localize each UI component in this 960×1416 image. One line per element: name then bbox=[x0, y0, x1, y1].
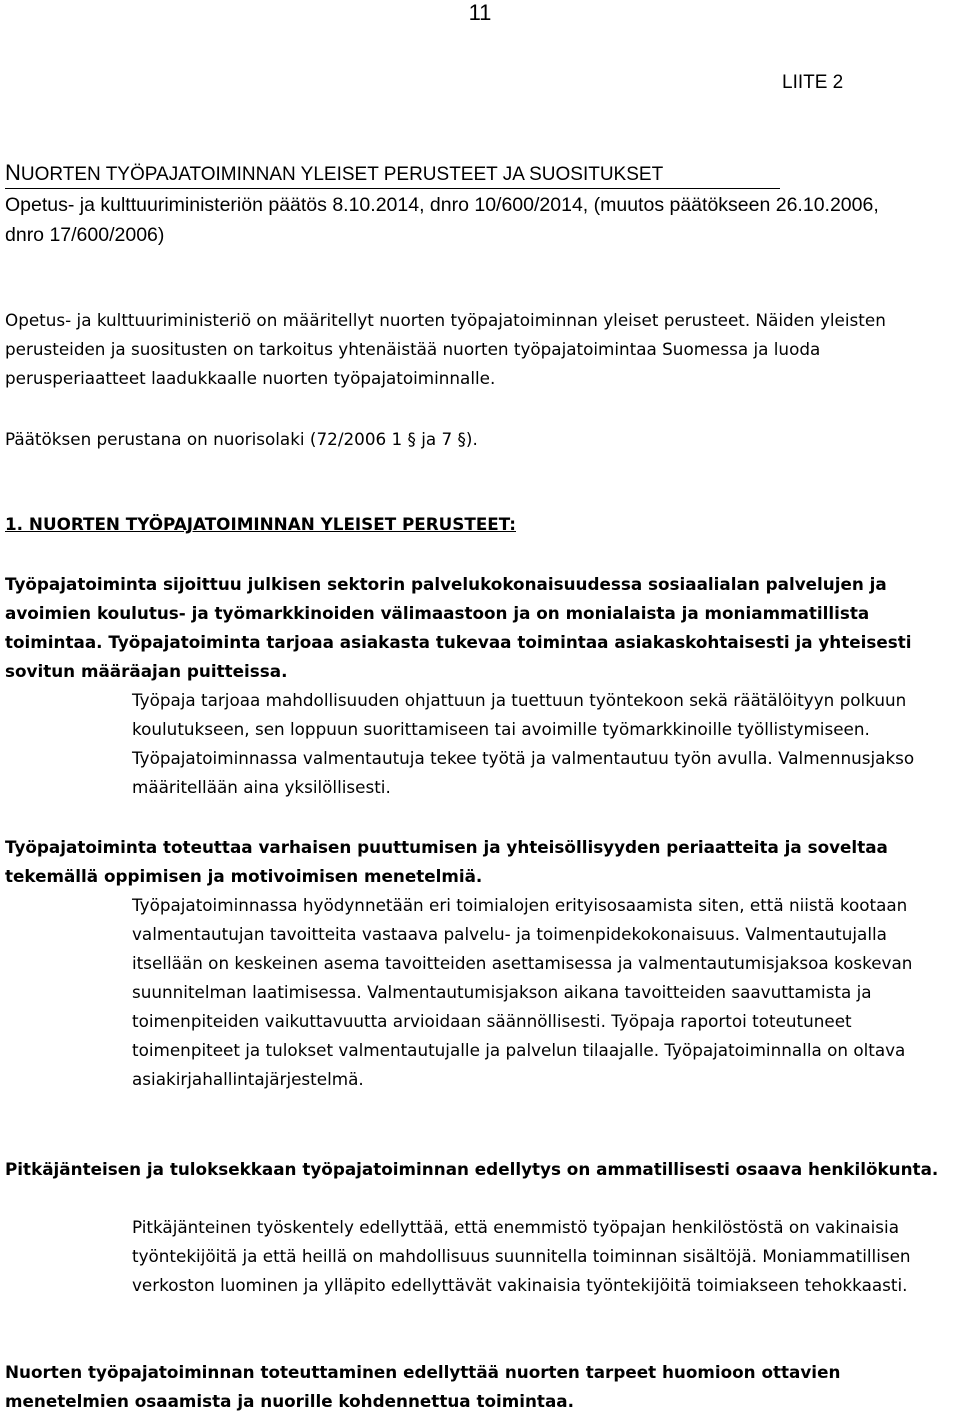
principle-detail-3: Pitkäjänteinen työskentely edellyttää, että enemmistö työpajan henkilöstöstä on vakinaisia työntekijöitä ja että heillä on mahdollisuus suunnitella toiminnan sisältöjä. Moniammatillisen verkoston luominen ja ylläpito edellyttävät vakinaisia työntekijöitä toimiakseen tehokkaasti. bbox=[132, 1217, 911, 1295]
section-heading: 1. NUORTEN TYÖPAJATOIMINNAN YLEISET PERUSTEET: bbox=[5, 514, 516, 534]
legal-basis: Päätöksen perustana on nuorisolaki (72/2006 1 § ja 7 §). bbox=[5, 429, 478, 449]
principle-detail-2: Työpajatoiminnassa hyödynnetään eri toimialojen erityisosaamista siten, että niistä kootaan valmentautujan tavoitteita vastaava palvelu- ja toimenpidekokonaisuus. Valmentautujalla itsellään on keskeinen asema tavoitteiden asettamisessa ja valmentautumisjaksoa koskevan suunnitelman laatimisessa. Valmentautumisjakson aikana tavoitteiden saavuttamista ja toimenpiteiden vaikuttavuutta arvioidaan säännöllisesti. Työpaja raportoi toteutuneet toimenpiteet ja tulokset valmentautujalle ja palvelun tilaajalle. Työpajatoiminnalla on oltava asiakirjahallintajärjestelmä. bbox=[132, 895, 913, 1089]
document-title-rest: UORTEN TYÖPAJATOIMINNAN YLEISET PERUSTEET JA SUOSITUKSET bbox=[20, 164, 664, 185]
principle-paragraph-2: Työpajatoiminta toteuttaa varhaisen puuttumisen ja yhteisöllisyyden periaatteita ja soveltaa tekemällä oppimisen ja motivoimisen menetelmiä. bbox=[5, 837, 888, 886]
decision-reference: Opetus- ja kulttuuriministeriön päätös 8.10.2014, dnro 10/600/2014, (muutos päätökseen 26.10.2006, dnro 17/600/2006) bbox=[5, 194, 879, 246]
principle-detail-1: Työpaja tarjoaa mahdollisuuden ohjattuun ja tuettuun työntekoon sekä räätälöityyn polkuun koulutukseen, sen loppuun suorittamiseen tai avoimille työmarkkinoille työllistymiseen. Työpajatoiminnassa valmentautuja tekee työtä ja valmentautuu työn avulla. Valmennusjakso määritellään aina yksilöllisesti. bbox=[132, 690, 915, 797]
appendix-label: LIITE 2 bbox=[782, 72, 844, 93]
document-title-initial: N bbox=[5, 160, 21, 185]
document-title bbox=[5, 160, 780, 189]
principle-paragraph-4: Nuorten työpajatoiminnan toteuttaminen edellyttää nuorten tarpeet huomioon ottavien menetelmien osaamista ja nuorille kohdennettua toimintaa. bbox=[5, 1362, 841, 1411]
page-number: 11 bbox=[468, 0, 492, 25]
intro-paragraph: Opetus- ja kulttuuriministeriö on määritellyt nuorten työpajatoiminnan yleiset perusteet. Näiden yleisten perusteiden ja suositusten on tarkoitus yhtenäistää nuorten työpajatoimintaa Suomessa ja luoda perusperiaatteet laadukkaalle nuorten työpajatoiminnalle. bbox=[5, 310, 886, 388]
principle-paragraph-3: Pitkäjänteisen ja tuloksekkaan työpajatoiminnan edellytys on ammatillisesti osaava henkilökunta. bbox=[5, 1159, 939, 1179]
principle-paragraph-1: Työpajatoiminta sijoittuu julkisen sektorin palvelukokonaisuudessa sosiaalialan palvelujen ja avoimien koulutus- ja työmarkkinoiden välimaastoon ja on monialaista ja moniammatillista toimintaa. Työpajatoiminta tarjoaa asiakasta tukevaa toimintaa asiakaskohtaisesti ja yhteisesti sovitun määräajan puitteissa. bbox=[5, 574, 912, 681]
